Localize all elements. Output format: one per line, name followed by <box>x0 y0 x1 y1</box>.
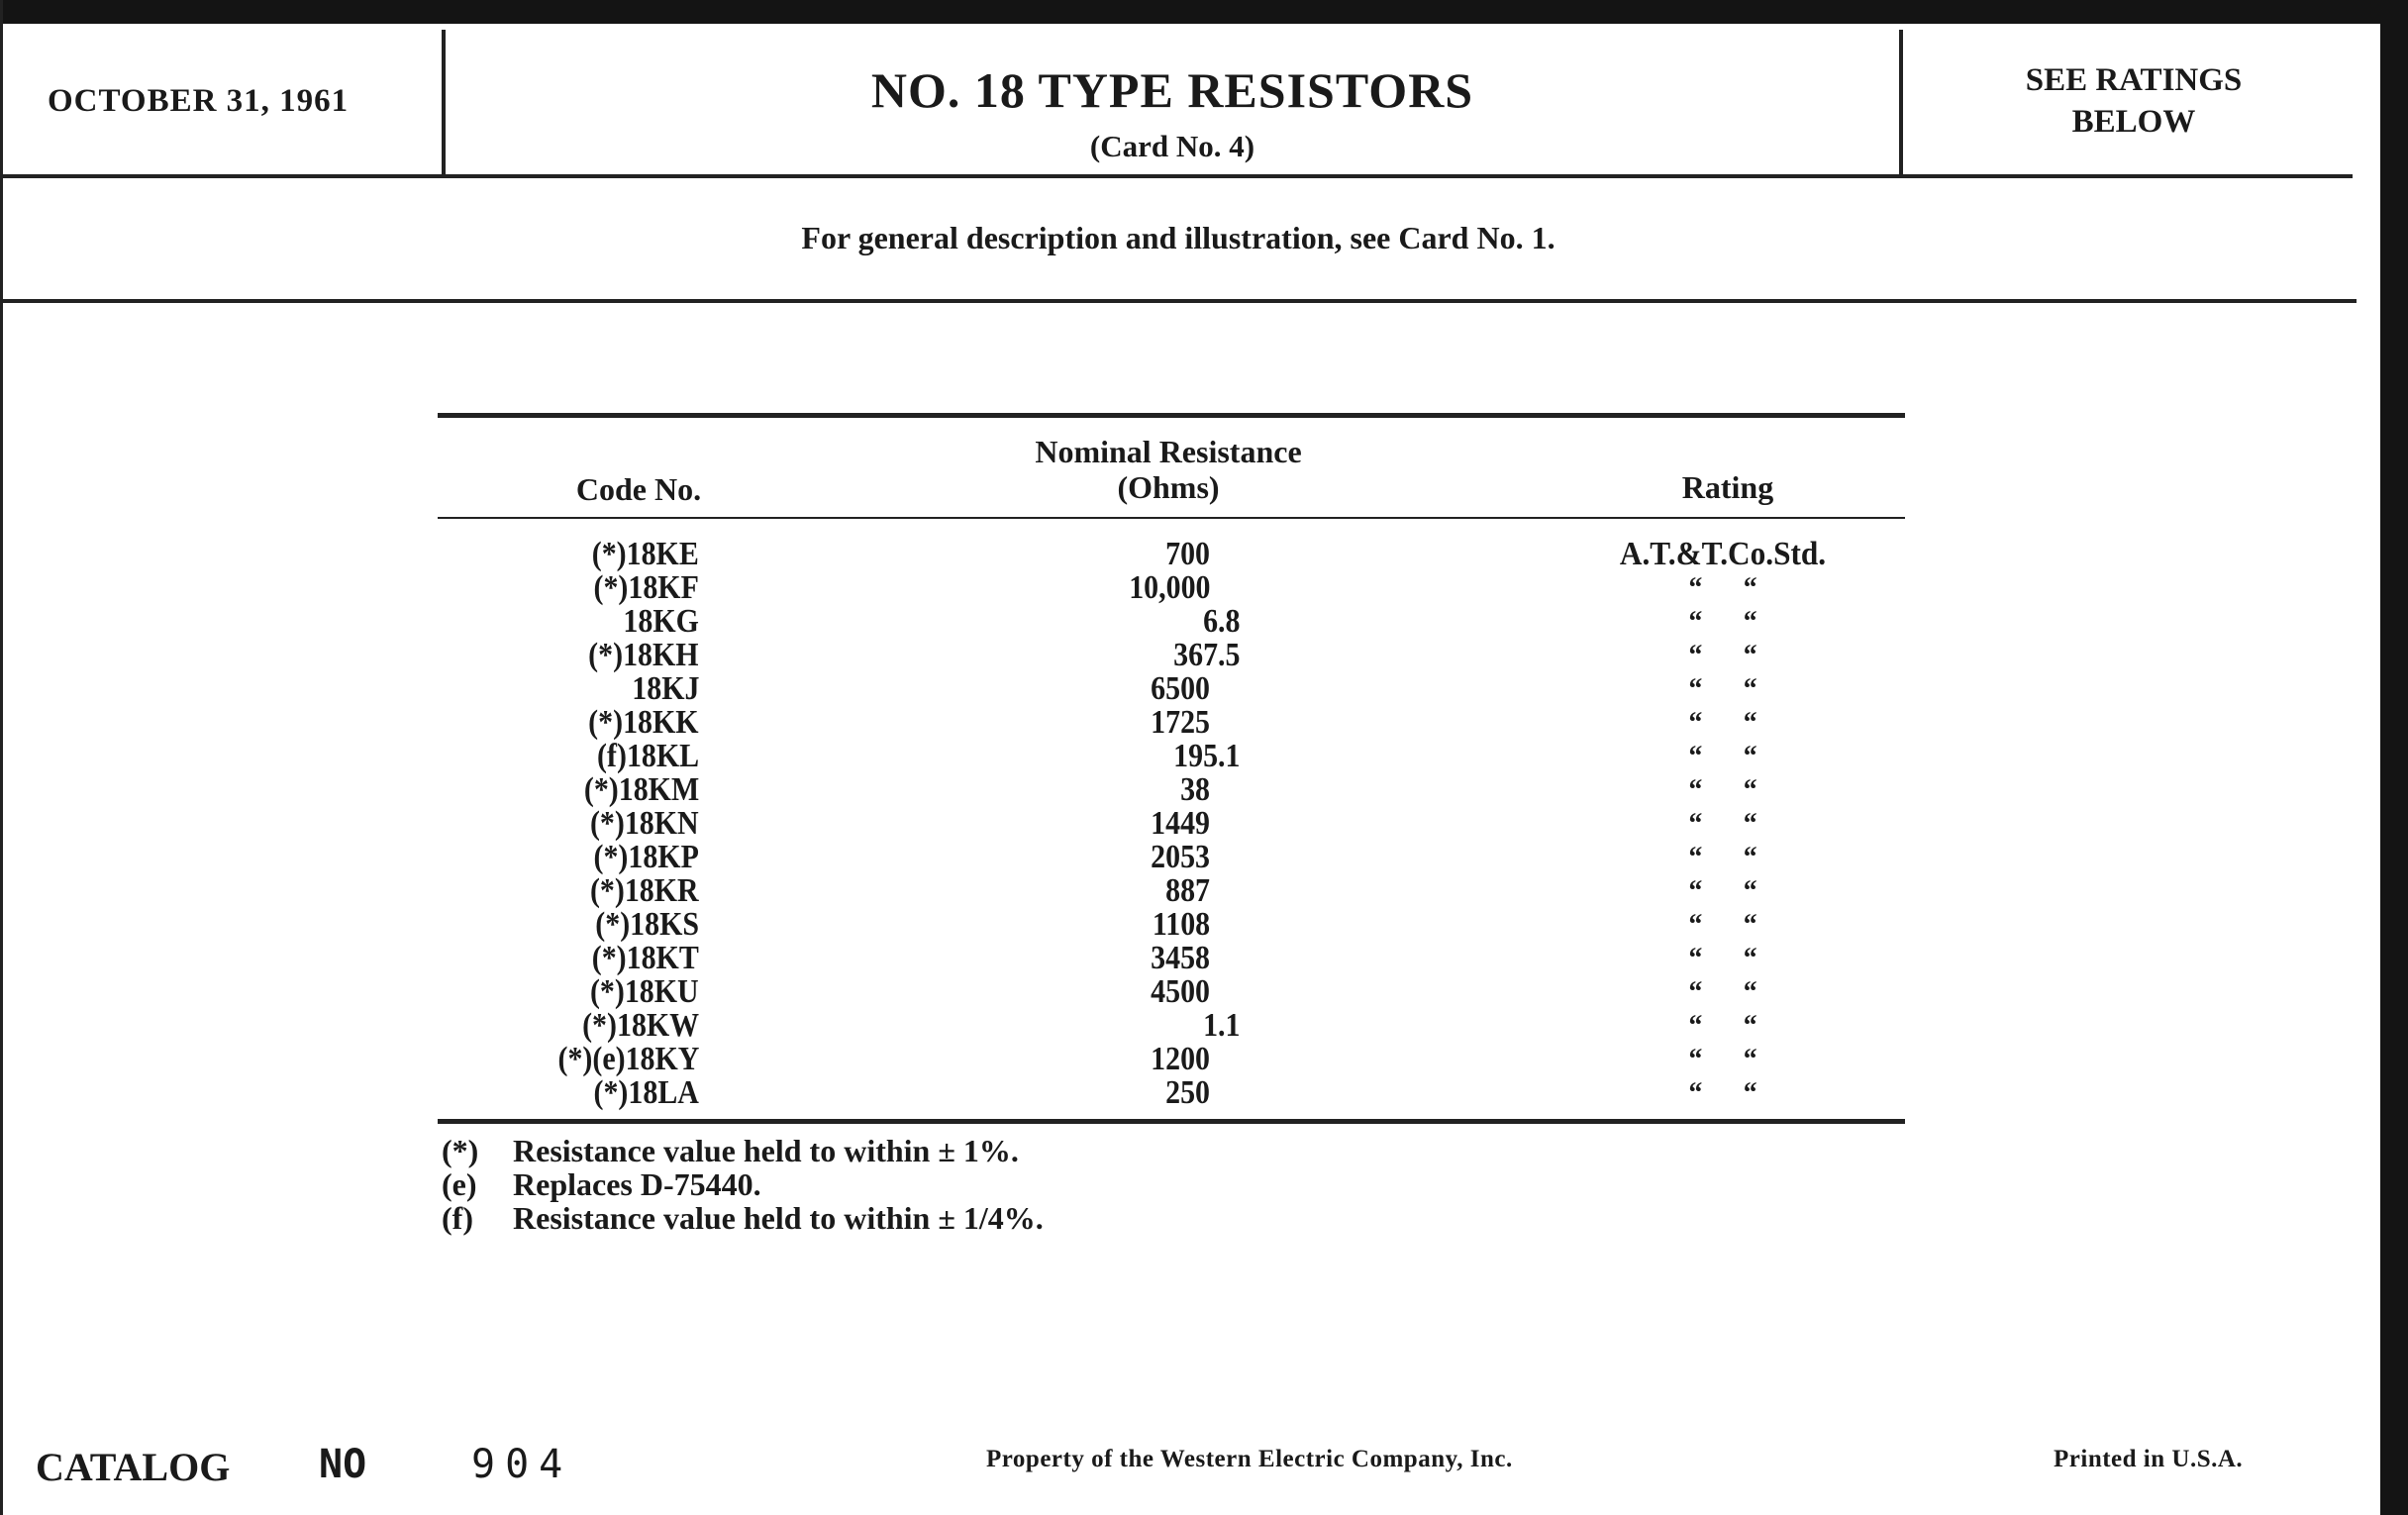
table-row <box>0 1076 2408 1110</box>
table-row <box>0 672 2408 706</box>
card-title: NO. 18 TYPE RESISTORS <box>870 62 1474 118</box>
code-no: (*)18KE <box>591 536 699 572</box>
table-row <box>0 538 2408 571</box>
ratings-note <box>1901 59 2366 143</box>
footnote-text: Resistance value held to within ± 1/4%. <box>513 1200 1044 1236</box>
footnote <box>442 1133 1019 1169</box>
footnote-text: Replaces D-75440. <box>513 1166 761 1202</box>
code-no: (*)(e)18KY <box>557 1041 699 1077</box>
code-no: 18KJ <box>631 670 699 707</box>
footnote-text: Resistance value held to within ± 1%. <box>513 1133 1019 1168</box>
table-row <box>0 571 2408 605</box>
resistance-value: 10,000 <box>1128 569 1210 606</box>
rating: “ “ <box>1688 773 1757 806</box>
resistance-value: 3458 <box>1151 940 1210 976</box>
resistance-value: 700 <box>1165 536 1210 572</box>
card-date: OCTOBER 31, 1961 <box>48 83 350 119</box>
catalog-number: 904 <box>471 1442 573 1487</box>
header-bottom-rule <box>0 174 2353 178</box>
ratings-note-line2: BELOW <box>2071 104 2196 140</box>
resistance-value: 6500 <box>1151 670 1210 707</box>
subtitle-rule <box>0 299 2357 303</box>
code-no: (*)18KS <box>595 906 699 943</box>
catalog-no-label: NO <box>319 1442 367 1487</box>
code-no: (*)18KN <box>590 805 699 842</box>
rating: “ “ <box>1688 1043 1757 1075</box>
rating: “ “ <box>1688 571 1757 604</box>
printed-notice: Printed in U.S.A. <box>2054 1446 2244 1472</box>
code-no: (*)18KW <box>581 1007 699 1044</box>
code-no: (*)18KF <box>593 569 699 606</box>
column-header-resistance-line2: (Ohms) <box>1117 469 1220 505</box>
table-header-rule <box>438 517 1905 519</box>
rating: “ “ <box>1688 706 1757 739</box>
ratings-note-line1: SEE RATINGS <box>2025 62 2243 98</box>
code-no: (*)18KK <box>588 704 699 741</box>
code-no: (*)18KU <box>590 973 699 1010</box>
property-notice: Property of the Western Electric Company, Inc. <box>986 1446 1513 1472</box>
code-no: (*)18LA <box>593 1074 699 1111</box>
footnote <box>442 1166 761 1203</box>
rating: A.T.&T.Co.Std. <box>1619 536 1827 572</box>
column-header-rating: Rating <box>1681 469 1774 505</box>
rating: “ “ <box>1688 1076 1757 1109</box>
column-header-resistance <box>921 434 1416 505</box>
table-row <box>0 841 2408 874</box>
table-top-rule <box>438 413 1905 418</box>
resistance-value: 250 <box>1165 1074 1210 1111</box>
scan-border-top <box>0 0 2408 24</box>
footnote <box>442 1200 1044 1237</box>
resistance-value: 1108 <box>1152 906 1210 943</box>
code-no: (*)18KH <box>588 637 699 673</box>
resistance-value: 1725 <box>1151 704 1210 741</box>
table-row <box>0 605 2408 639</box>
footnote-key: (f) <box>442 1200 473 1236</box>
table-bottom-rule <box>438 1119 1905 1124</box>
table-row <box>0 874 2408 908</box>
resistance-value: 38 <box>1180 771 1210 808</box>
footnote-key: (*) <box>442 1133 479 1168</box>
code-no: (*)18KT <box>591 940 699 976</box>
footnote-key: (e) <box>442 1166 477 1202</box>
rating: “ “ <box>1688 942 1757 974</box>
resistance-value: 367.5 <box>1172 637 1240 673</box>
subtitle: For general description and illustration, see Card No. 1. <box>801 220 1555 255</box>
resistance-value: 2053 <box>1151 839 1210 875</box>
rating: “ “ <box>1688 1009 1757 1042</box>
resistance-value: 1449 <box>1151 805 1210 842</box>
catalog-label: CATALOG <box>36 1445 231 1489</box>
table-row <box>0 975 2408 1009</box>
rating: “ “ <box>1688 740 1757 772</box>
card-number: (Card No. 4) <box>1089 129 1255 163</box>
resistance-value: 195.1 <box>1172 738 1240 774</box>
code-no: 18KG <box>623 603 699 640</box>
rating: “ “ <box>1688 975 1757 1008</box>
resistance-value: 887 <box>1165 872 1210 909</box>
table-row <box>0 942 2408 975</box>
resistance-value: 4500 <box>1151 973 1210 1010</box>
table-row <box>0 1043 2408 1076</box>
table-row <box>0 639 2408 672</box>
table-row <box>0 1009 2408 1043</box>
code-no: (*)18KR <box>590 872 699 909</box>
rating: “ “ <box>1688 874 1757 907</box>
code-no: (*)18KP <box>593 839 699 875</box>
rating: “ “ <box>1688 605 1757 638</box>
column-header-code: Code No. <box>575 471 702 507</box>
table-row <box>0 773 2408 807</box>
resistance-value: 6.8 <box>1202 603 1240 640</box>
table-row <box>0 740 2408 773</box>
column-header-resistance-line1: Nominal Resistance <box>1035 434 1302 469</box>
resistance-value: 1.1 <box>1202 1007 1240 1044</box>
table-row <box>0 807 2408 841</box>
rating: “ “ <box>1688 807 1757 840</box>
code-no: (*)18KM <box>583 771 699 808</box>
table-row <box>0 908 2408 942</box>
rating: “ “ <box>1688 639 1757 671</box>
rating: “ “ <box>1688 672 1757 705</box>
resistance-value: 1200 <box>1151 1041 1210 1077</box>
rating: “ “ <box>1688 841 1757 873</box>
rating: “ “ <box>1688 908 1757 941</box>
table-row <box>0 706 2408 740</box>
code-no: (f)18KL <box>596 738 699 774</box>
